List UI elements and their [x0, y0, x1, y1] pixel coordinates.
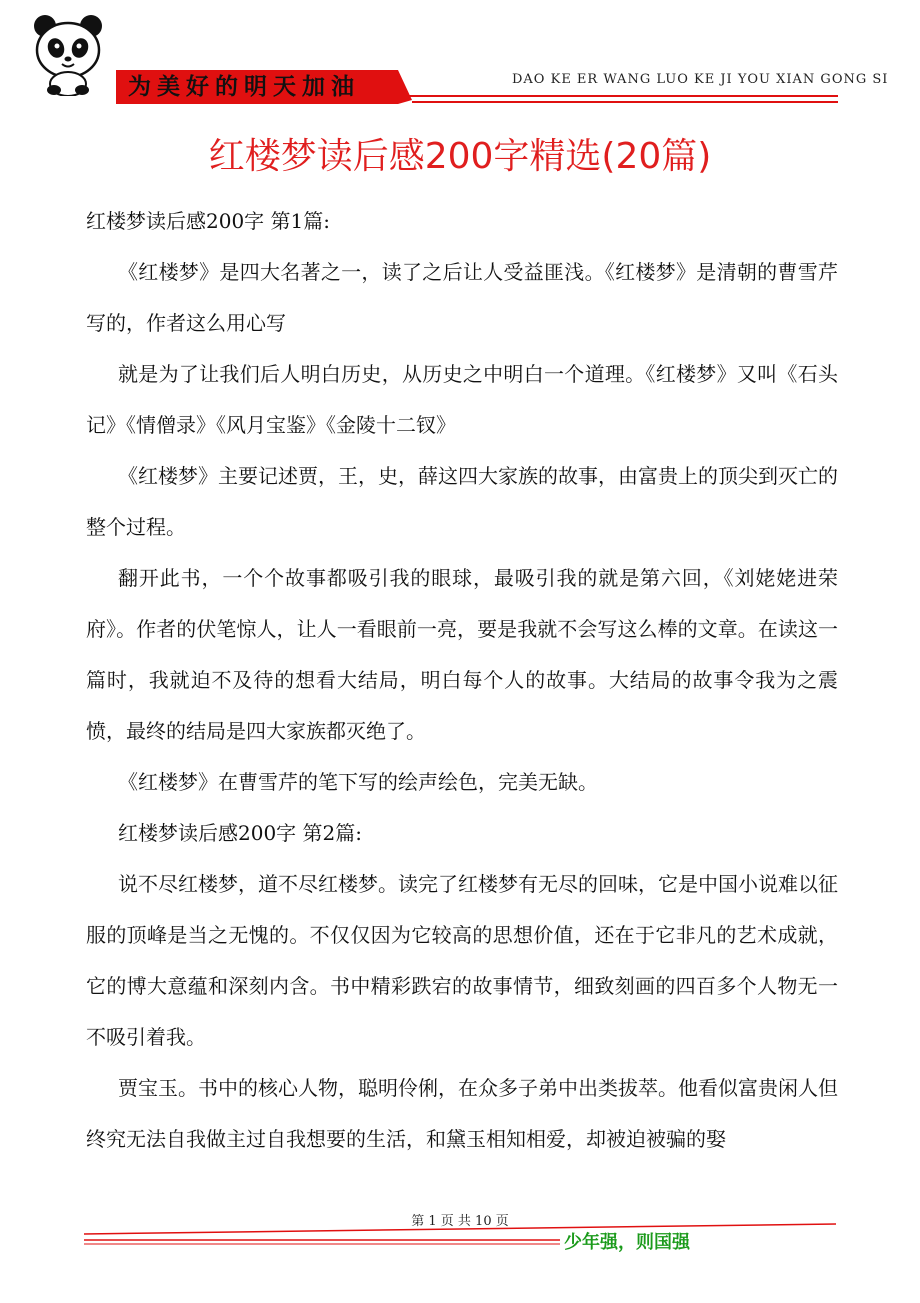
page-number: 第 1 页 共 10 页 — [411, 1214, 509, 1229]
paragraph: 《红楼梦》在曹雪芹的笔下写的绘声绘色，完美无缺。 — [118, 770, 598, 794]
company-name: DAO KE ER WANG LUO KE JI YOU XIAN GONG SI — [512, 72, 889, 87]
paragraph: 《红楼梦》是四大名著之一，读了之后让人受益匪浅。《红楼梦》是清朝的曹雪芹写的，作者这么用心写 — [86, 260, 838, 335]
page-title: 红楼梦读后感200字精选(20篇) — [208, 136, 712, 177]
paragraph: 翻开此书，一个个故事都吸引我的眼球，最吸引我的就是第六回，《刘姥姥进荣府》。作者的伏笔惊人，让人一看眼前一亮，要是我就不会写这么棒的文章。在读这一篇时，我就迫不及待的想看大结局，明白每个人的故事。大结局的故事令我为之震愤，最终的结局是四大家族都灭绝了。 — [86, 566, 838, 743]
document-body — [86, 196, 838, 1165]
paragraph: 就是为了让我们后人明白历史，从历史之中明白一个道理。《红楼梦》又叫《石头记》《情僧录》《风月宝鉴》《金陵十二钗》 — [86, 362, 838, 437]
page-header — [0, 0, 920, 110]
paragraph: 说不尽红楼梦，道不尽红楼梦。读完了红楼梦有无尽的回味，它是中国小说难以征服的顶峰是当之无愧的。不仅仅因为它较高的思想价值，还在于它非凡的艺术成就，它的博大意蕴和深刻内含。书中精彩跌宕的故事情节，细致刻画的四百多个人物无一不吸引着我。 — [86, 872, 838, 1049]
paragraph: 《红楼梦》主要记述贾，王，史，薛这四大家族的故事，由富贵上的顶尖到灭亡的整个过程。 — [86, 464, 838, 539]
footer-motto: 少年强，则国强 — [564, 1232, 690, 1253]
header-rule — [0, 0, 920, 110]
section-heading: 红楼梦读后感200字 第1篇: — [86, 209, 330, 233]
slogan-text: 为美好的明天加油 — [128, 73, 360, 100]
section-heading: 红楼梦读后感200字 第2篇: — [118, 821, 362, 845]
footer-rule — [0, 1200, 920, 1260]
paragraph: 贾宝玉。书中的核心人物，聪明伶俐，在众多子弟中出类拔萃。他看似富贵闲人但终究无法自我做主过自我想要的生活，和黛玉相知相爱，却被迫被骗的娶 — [86, 1076, 838, 1151]
page-footer — [0, 1200, 920, 1260]
